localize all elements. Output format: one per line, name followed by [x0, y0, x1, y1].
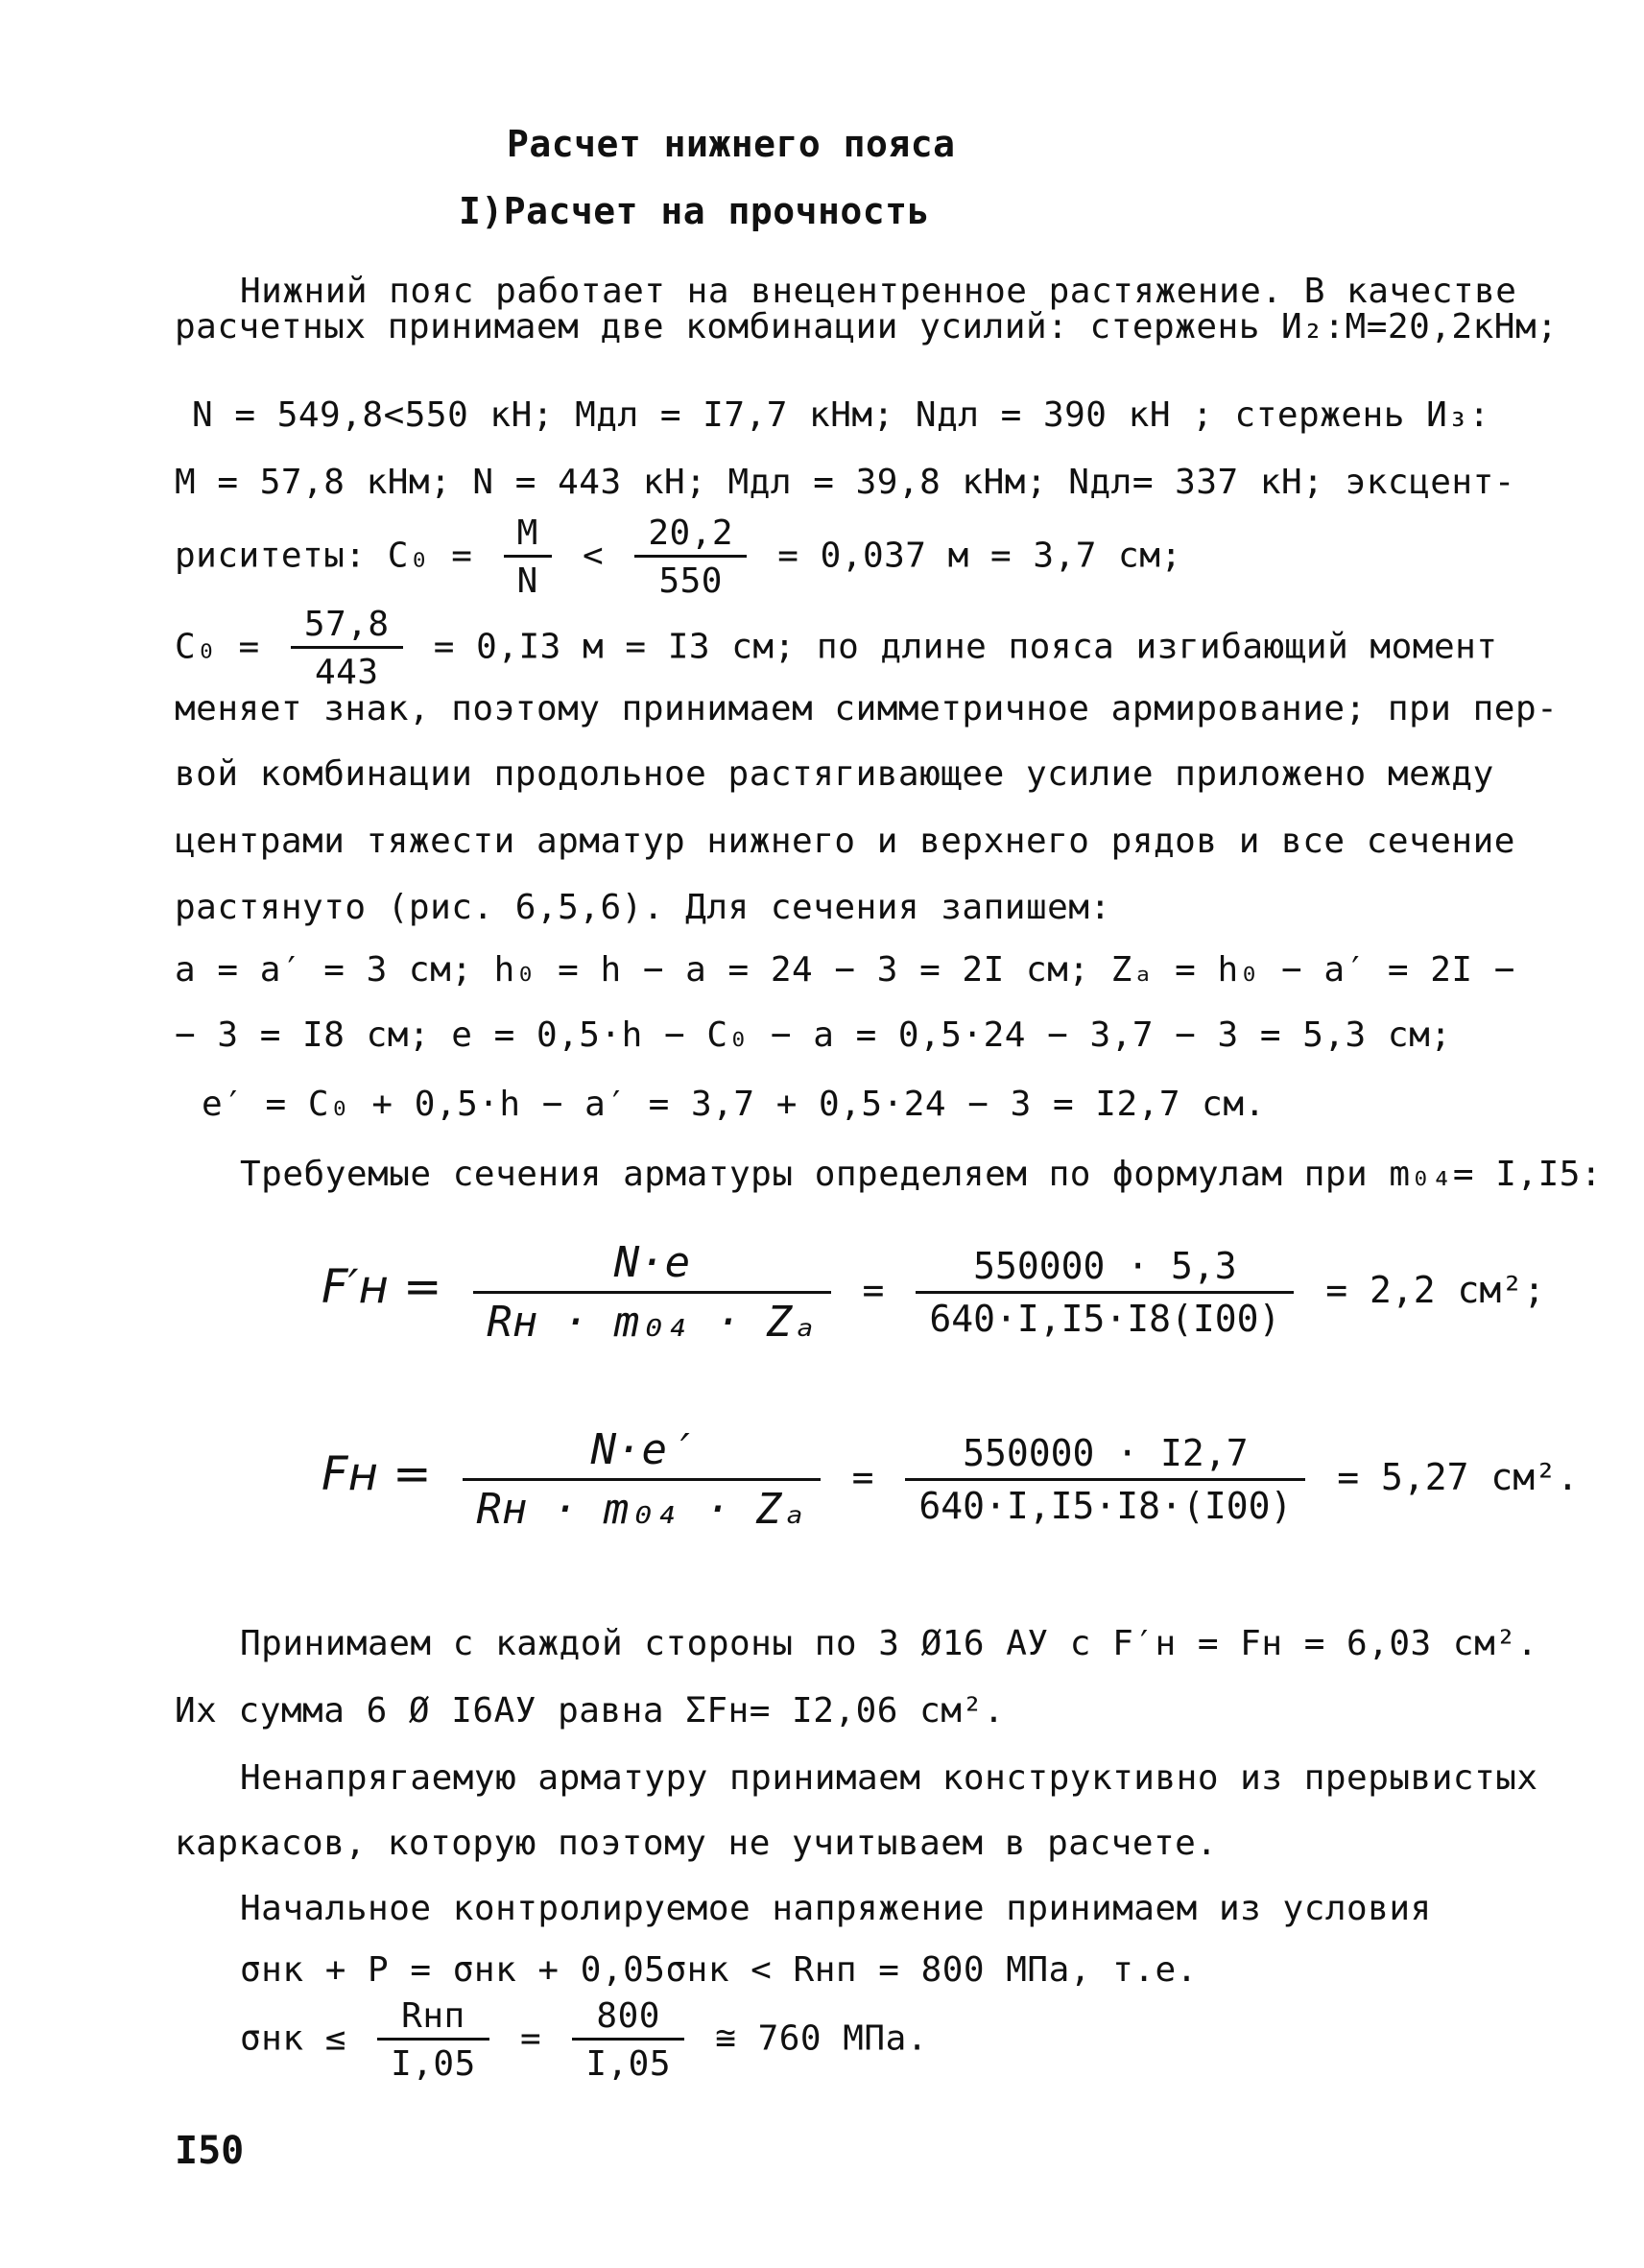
paragraph-line: Требуемые сечения арматуры определяем по формулам при m₀₄= I,I5:: [240, 1155, 1603, 1194]
formula-f-prime: [322, 1238, 1545, 1347]
fraction-denominator: 640·I,I5·I8·(I00): [918, 1485, 1293, 1527]
paragraph-line: центрами тяжести арматур нижнего и верхнего рядов и все сечение: [175, 822, 1515, 861]
paragraph-line: М = 57,8 кНм; N = 443 кН; Мдл = 39,8 кНм; Nдл= 337 кН; эксцент-: [175, 463, 1515, 502]
fraction-numerator: 550000 · 5,3: [916, 1245, 1294, 1294]
paragraph-line: растянуто (рис. 6,5,6). Для сечения запишем:: [175, 888, 1111, 927]
eccentricity-result: = 0,I3 м = I3 см; по длине пояса изгибающий момент: [433, 627, 1498, 667]
eccentricity-line-2: [175, 605, 1497, 692]
fraction-value: [634, 513, 747, 601]
fraction-denominator: I,05: [391, 2044, 476, 2084]
paragraph-line: расчетных принимаем две комбинации усилий: стержень И₂:М=20,2кНм;: [175, 307, 1559, 346]
fraction-numerator: 800: [572, 1996, 684, 2041]
paragraph-line: σнк + P = σнк + 0,05σнк < Rнп = 800 МПа, т.е.: [240, 1950, 1198, 1990]
equals-sign: =: [519, 2018, 542, 2059]
fraction-numerator: N·e: [473, 1238, 830, 1294]
eccentricity-result: = 0,037 м = 3,7 см;: [777, 536, 1182, 576]
fraction-numerator: М: [504, 513, 552, 558]
paragraph-line: Их сумма 6 Ø I6АУ равна ΣFн= I2,06 см².: [175, 1691, 1005, 1731]
formula-fraction-symbolic: [473, 1238, 830, 1347]
stress-result: ≅ 760 МПа.: [715, 2018, 928, 2059]
formula-result: = 2,2 см²;: [1325, 1269, 1546, 1311]
section-title: Расчет нижнего пояса: [507, 123, 956, 165]
formula-fraction-numeric: [905, 1432, 1305, 1527]
stress-label: σнк ≤: [240, 2018, 346, 2059]
fraction-numerator: 550000 · I2,7: [905, 1432, 1305, 1481]
eccentricity-label: риситеты: C₀ =: [175, 536, 473, 576]
paragraph-line: Принимаем с каждой стороны по 3 Ø16 АУ с F′н = Fн = 6,03 см².: [240, 1624, 1538, 1663]
formula-f: [322, 1425, 1579, 1534]
fraction-m-over-n: [504, 513, 552, 601]
paragraph-line: вой комбинации продольное растягивающее усилие приложено между: [175, 754, 1494, 794]
formula-lhs: Fн =: [322, 1447, 432, 1501]
paragraph-line: меняет знак, поэтому принимаем симметричное армирование; при пер-: [175, 689, 1559, 728]
fraction-value: [572, 1996, 684, 2084]
fraction-numerator: 20,2: [634, 513, 747, 558]
formula-fraction-numeric: [916, 1245, 1294, 1340]
fraction-denominator: Rн · m₀₄ · Zₐ: [487, 1298, 818, 1347]
paragraph-line: Начальное контролируемое напряжение принимаем из условия: [240, 1889, 1432, 1928]
fraction-numerator: Rнп: [377, 1996, 489, 2041]
eccentricity-line: [175, 513, 1182, 601]
fraction-denominator: 443: [314, 653, 379, 692]
equals-sign: =: [862, 1269, 885, 1311]
eccentricity-label: C₀ =: [175, 627, 260, 667]
paragraph-line: − 3 = I8 см; e = 0,5·h − C₀ − a = 0,5·24 − 3,7 − 3 = 5,3 см;: [175, 1015, 1452, 1055]
stress-condition-line: [240, 1996, 928, 2084]
paragraph-line: N = 549,8<550 кН; Мдл = I7,7 кНм; Nдл = 390 кН ; стержень И₃:: [192, 395, 1490, 435]
formula-fraction-symbolic: [463, 1425, 820, 1534]
paragraph-line: каркасов, которую поэтому не учитываем в расчете.: [175, 1824, 1218, 1863]
fraction-numerator: N·e′: [463, 1425, 820, 1481]
paragraph-line: e′ = C₀ + 0,5·h − a′ = 3,7 + 0,5·24 − 3 = I2,7 см.: [202, 1085, 1266, 1124]
fraction-denominator: I,05: [585, 2044, 672, 2084]
fraction-denominator: 640·I,I5·I8(I00): [929, 1298, 1281, 1340]
paragraph-line: a = a′ = 3 см; h₀ = h − a = 24 − 3 = 2I см; Zₐ = h₀ − a′ = 2I −: [175, 950, 1515, 990]
equals-sign: =: [851, 1456, 874, 1498]
paragraph-line: Нижний пояс работает на внецентренное растяжение. В качестве: [240, 272, 1517, 311]
paragraph-line: Ненапрягаемую арматуру принимаем конструктивно из прерывистых: [240, 1758, 1538, 1798]
formula-result: = 5,27 см².: [1337, 1456, 1579, 1498]
fraction-value: [377, 1996, 489, 2084]
fraction-denominator: N: [516, 561, 538, 601]
fraction-value: [291, 605, 403, 692]
fraction-denominator: Rн · m₀₄ · Zₐ: [476, 1485, 807, 1534]
page-number: I50: [175, 2129, 245, 2173]
subsection-title: I)Расчет на прочность: [459, 190, 930, 232]
formula-lhs: F′н =: [322, 1260, 442, 1314]
less-than-sign: <: [583, 536, 605, 576]
fraction-denominator: 550: [658, 561, 723, 601]
fraction-numerator: 57,8: [291, 605, 403, 649]
